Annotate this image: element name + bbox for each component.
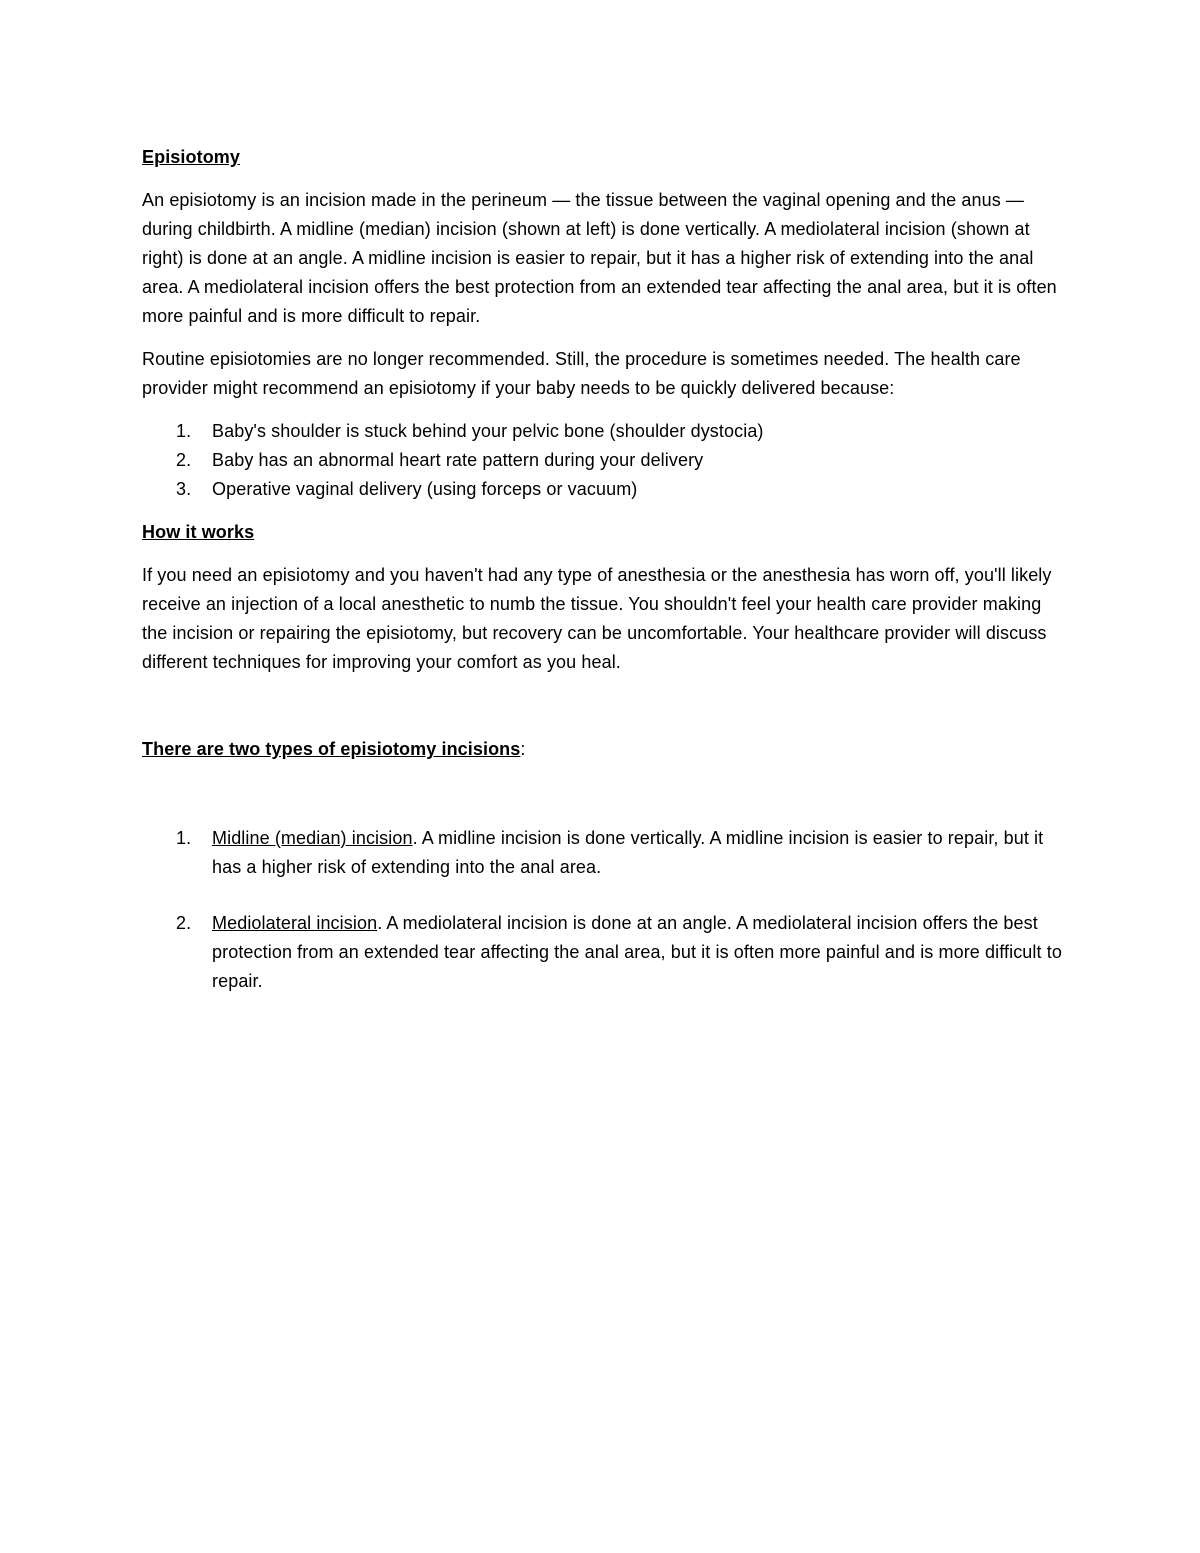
list-item	[142, 446, 1062, 475]
document-body	[142, 143, 1062, 996]
how-it-works-heading: How it works	[142, 522, 255, 542]
types-heading: There are two types of episiotomy incisions	[142, 739, 521, 759]
list-number: 1.	[176, 828, 192, 848]
list-item-text: Baby's shoulder is stuck behind your pelvic bone (shoulder dystocia)	[212, 421, 764, 441]
list-number: 3.	[176, 479, 192, 499]
list-number: 1.	[176, 421, 192, 441]
how-it-works-paragraph: If you need an episiotomy and you haven't had any type of anesthesia or the anesthesia has worn off, you'll likely receive an injection of a local anesthetic to numb the tissue. You shouldn't feel your health care provider making the incision or repairing the episiotomy, but recovery can be uncomfortable. Your healthcare provider will discuss different techniques for improving your comfort as you heal.	[142, 565, 1052, 672]
incision-types-list	[142, 824, 1062, 996]
list-item-text: Operative vaginal delivery (using forceps or vacuum)	[212, 479, 638, 499]
incision-type-name: Mediolateral incision	[212, 913, 378, 933]
types-heading-line	[142, 735, 1062, 764]
reasons-list	[142, 417, 1062, 504]
list-item	[142, 417, 1062, 446]
types-heading-colon: :	[520, 739, 526, 759]
incision-type-description: . A mediolateral incision is done at an angle. A mediolateral incision offers the best protection from an extended tear affecting the anal area, but it is often more painful and is more difficult to repair.	[212, 913, 1062, 991]
list-item	[142, 909, 1062, 996]
incision-type-description: . A midline incision is done vertically. A midline incision is easier to repair, but it has a higher risk of extending into the anal area.	[212, 828, 1044, 877]
list-number: 2.	[176, 913, 192, 933]
list-item-text: Baby has an abnormal heart rate pattern during your delivery	[212, 450, 704, 470]
list-item	[142, 824, 1062, 882]
intro-paragraph: An episiotomy is an incision made in the perineum — the tissue between the vaginal opening and the anus — during childbirth. A midline (median) incision (shown at left) is done vertically. A mediolateral incision (shown at right) is done at an angle. A midline incision is easier to repair, but it has a higher risk of extending into the anal area. A mediolateral incision offers the best protection from an extended tear affecting the anal area, but it is often more painful and is more difficult to repair.	[142, 190, 1057, 326]
page-title: Episiotomy	[142, 147, 241, 167]
routine-paragraph: Routine episiotomies are no longer recommended. Still, the procedure is sometimes needed. The health care provider might recommend an episiotomy if your baby needs to be quickly delivered because:	[142, 349, 1021, 398]
incision-type-name: Midline (median) incision	[212, 828, 413, 848]
list-item	[142, 475, 1062, 504]
list-number: 2.	[176, 450, 192, 470]
